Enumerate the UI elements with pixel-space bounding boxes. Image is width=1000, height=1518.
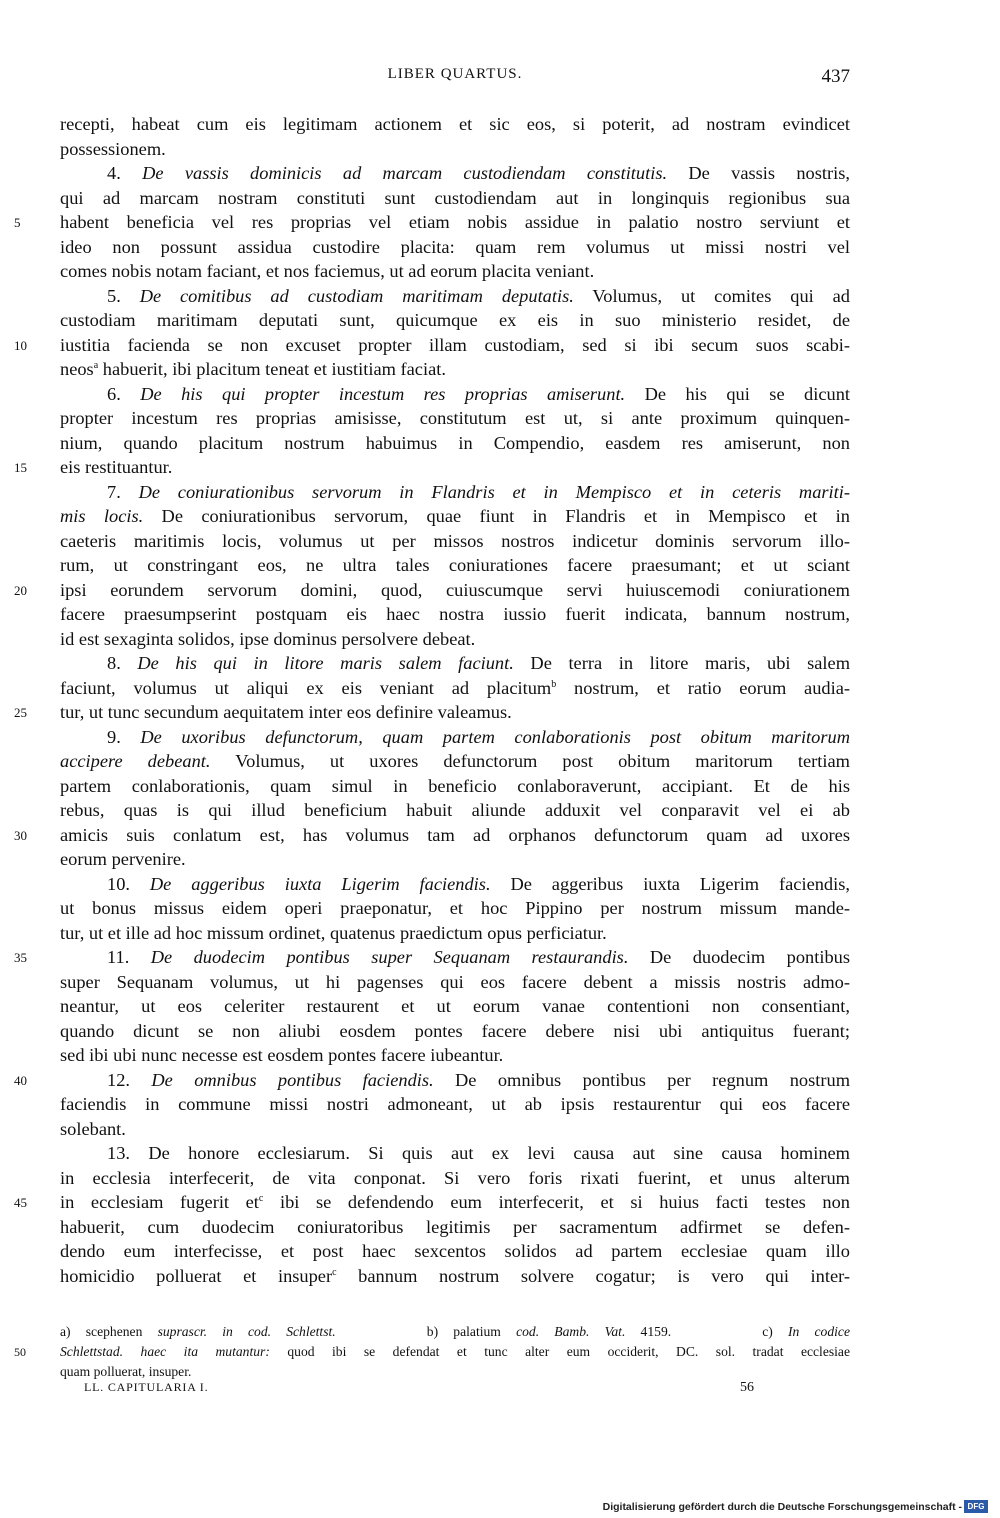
text-line: faciendis in commune missi nostri admoneant, ut ab ipsis restaurentur qui eos facere (60, 1094, 850, 1114)
collection-label: LL. CAPITULARIA I. (84, 1380, 209, 1394)
text-line: 45 in ecclesiam fugerit $et^c$ ibi se defendendo eum interfecerit, et si huius facti testes non (60, 1190, 850, 1215)
page-number: 437 (821, 66, 850, 87)
text-line: 30 amicis suis conlatum est, has volumus tam ad orphanos defunctorum quam ad uxores (60, 823, 850, 848)
text-line: 40 12. De omnibus pontibus faciendis. De omnibus pontibus per regnum nostrum (60, 1068, 850, 1093)
text-line: solebant. (60, 1118, 126, 1139)
text-line: caeteris maritimis locis, volumus ut per missos nostros indicetur dominis servorum illo- (60, 530, 850, 551)
text-line: comes nobis notam faciant, et nos faciemus, ut ad eorum placita veniant. (60, 261, 595, 281)
line-number: 10 (14, 337, 27, 353)
text-line: 15 eis restituantur. (60, 455, 850, 480)
text-line: 5. De comitibus ad custodiam maritimam deputatis. Volumus, ut comites qui ad (107, 285, 850, 306)
text-line: sed ibi ubi nunc necesse est eosdem pontes facere iubeantur. (60, 1045, 504, 1065)
line-number: 50 (14, 1345, 26, 1359)
line-number: 30 (14, 827, 27, 843)
text-line: 8. De his qui in litore maris salem faciunt. De terra in litore maris, ubi salem (107, 653, 851, 673)
text-line: 9. De uxoribus defunctorum, quam partem conlaborationis post obitum maritorum (107, 726, 850, 747)
line-number: 40 (14, 1072, 27, 1088)
text-line: nium, quando placitum nostrum habuimus in Compendio, easdem res amiserunt, non (60, 432, 850, 453)
text-line: partem conlaborationis, quam simul in beneficio conlaboraverunt, accipiant. Et de his (60, 775, 850, 796)
text-line: neos$^a$ habuerit, ibi placitum teneat et iustitiam faciat. (60, 359, 446, 379)
text-line: 10 iustitia facienda se non excuset propter illam custodiam, sed si ibi secum suos scabi- (60, 333, 850, 358)
text-line: neantur, ut eos celeriter restaurent et ut eorum vanae contentioni non consentiant, (60, 996, 850, 1016)
line-number: 5 (14, 215, 21, 230)
footnote-line: 50 Schlettstad. haec ita mutantur: quod ibi se defendat et tunc alter eum occiderit, DC. sol. tradat ecclesiae (60, 1342, 850, 1362)
text-line: tur, ut et ille ad hoc missum ordinet, quatenus praedictum opus perficiatur. (60, 922, 607, 943)
text-line: mis locis. De coniurationibus servorum, quae fiunt in Flandris et in Mempisco et in (60, 506, 850, 526)
text-line: 10. De aggeribus iuxta Ligerim faciendis. De aggeribus iuxta Ligerim faciendis, (107, 873, 850, 894)
text-line: 4. De vassis dominicis ad marcam custodiendam constitutis. De vassis nostris, (107, 163, 850, 183)
page-footer (84, 1380, 754, 1400)
text-line: homicidio polluerat et insuper$^c$ bannum nostrum solvere cogatur; is vero qui inter- (60, 1265, 850, 1286)
text-line: faciunt, volumus ut aliqui ex eis veniant ad placitum$^b$ nostrum, et ratio eorum audia- (60, 677, 850, 698)
text-line: 5 habent beneficia vel res proprias vel etiam nobis assidue in palatio nostro serviunt et (60, 210, 850, 235)
text-line: 20 ipsi eorundem servorum domini, quod, cuiuscumque servi huiuscemodi coniurationem (60, 578, 850, 603)
text-line: 13. De honore ecclesiarum. Si quis aut ex levi causa aut sine causa hominem (107, 1143, 850, 1163)
sheet-number: 56 (740, 1380, 754, 1395)
dfg-logo: DFG (964, 1500, 988, 1513)
text-line: dendo eum interfecisse, et post haec sexcentos solidos ad partem ecclesiae quam illo (60, 1241, 850, 1261)
text-line: 7. De coniurationibus servorum in Flandris et in Mempisco et in ceteris mariti- (107, 481, 851, 502)
footnotes (14, 1322, 850, 1382)
text-line: in ecclesia interfecerit, de vita conponat. Si vero foris rixati fuerint, et unus alterum (60, 1167, 850, 1188)
text-line: recepti, habeat cum eis legitimam actionem et sic eos, si poterit, ad nostram evindicet (60, 114, 850, 134)
text-line: id est sexaginta solidos, ipse dominus persolvere debeat. (60, 628, 476, 649)
text-line: 25 tur, ut tunc secundum aequitatem inter eos definire valeamus. (60, 700, 850, 725)
text-line: accipere debeant. Volumus, ut uxores defunctorum post obitum maritorum tertiam (60, 751, 850, 771)
line-number: 45 (14, 1195, 27, 1210)
page-header (60, 66, 850, 90)
funding-note: Digitalisierung gefördert durch die Deutsche Forschungsgemeinschaft - (602, 1501, 962, 1513)
text-line: rum, ut constringant eos, ne ultra tales coniurationes facere praesumant; et ut sciant (60, 555, 850, 575)
text-line: 6. De his qui propter incestum res proprias amiserunt. De his qui se dicunt (107, 383, 851, 404)
line-number: 35 (14, 950, 27, 965)
text-line: 35 11. De duodecim pontibus super Sequanam restaurandis. De duodecim pontibus (60, 945, 850, 970)
line-number: 20 (14, 582, 27, 598)
text-line: quando dicunt se non aliubi eosdem pontes facere debere nisi ubi antiquitus fuerant; (60, 1020, 850, 1041)
text-line: habuerit, cum duodecim coniuratoribus legitimis per sacramentum adfirmet se defen- (60, 1216, 850, 1237)
line-number: 25 (14, 705, 27, 720)
text-line: rebus, quas is qui illud beneficium habuit aliunde adduxit vel conparavit vel ei ab (60, 800, 850, 820)
text-line: possessionem. (60, 138, 166, 159)
text-line: qui ad marcam nostram constituti sunt custodiendam aut in longinquis regionibus sua (60, 187, 850, 208)
text-line: facere praesumpserint postquam eis haec nostra iussio fuerit indicata, bannum nostrum, (60, 604, 850, 624)
running-title: LIBER QUARTUS. (387, 66, 523, 82)
text-line: ut bonus missus eidem operi praeponatur, et hoc Pippino per nostrum missum mande- (60, 898, 850, 918)
text-line: ideo non possunt assidua custodire placita: quam rem volumus ut missi nostri vel (60, 236, 850, 257)
text-line: propter incestum res proprias amisisse, constitutum est ut, si ante proximum quinquen- (60, 408, 850, 428)
text-line: super Sequanam volumus, ut hi pagenses qui eos facere debent a missis nostris admo- (60, 971, 850, 992)
main-text (14, 112, 851, 1288)
footnote-line: quam polluerat, insuper. (60, 1364, 192, 1379)
footnote-line: a) scephenen suprascr. in cod. Schlettst. b) palatium cod. Bamb. Vat. 4159. c) In codice (60, 1324, 850, 1339)
text-line: custodiam maritimam deputati sunt, quicumque ex eis in suo ministerio residet, de (60, 310, 850, 330)
text-line: eorum pervenire. (60, 849, 186, 869)
line-number: 15 (14, 460, 27, 475)
